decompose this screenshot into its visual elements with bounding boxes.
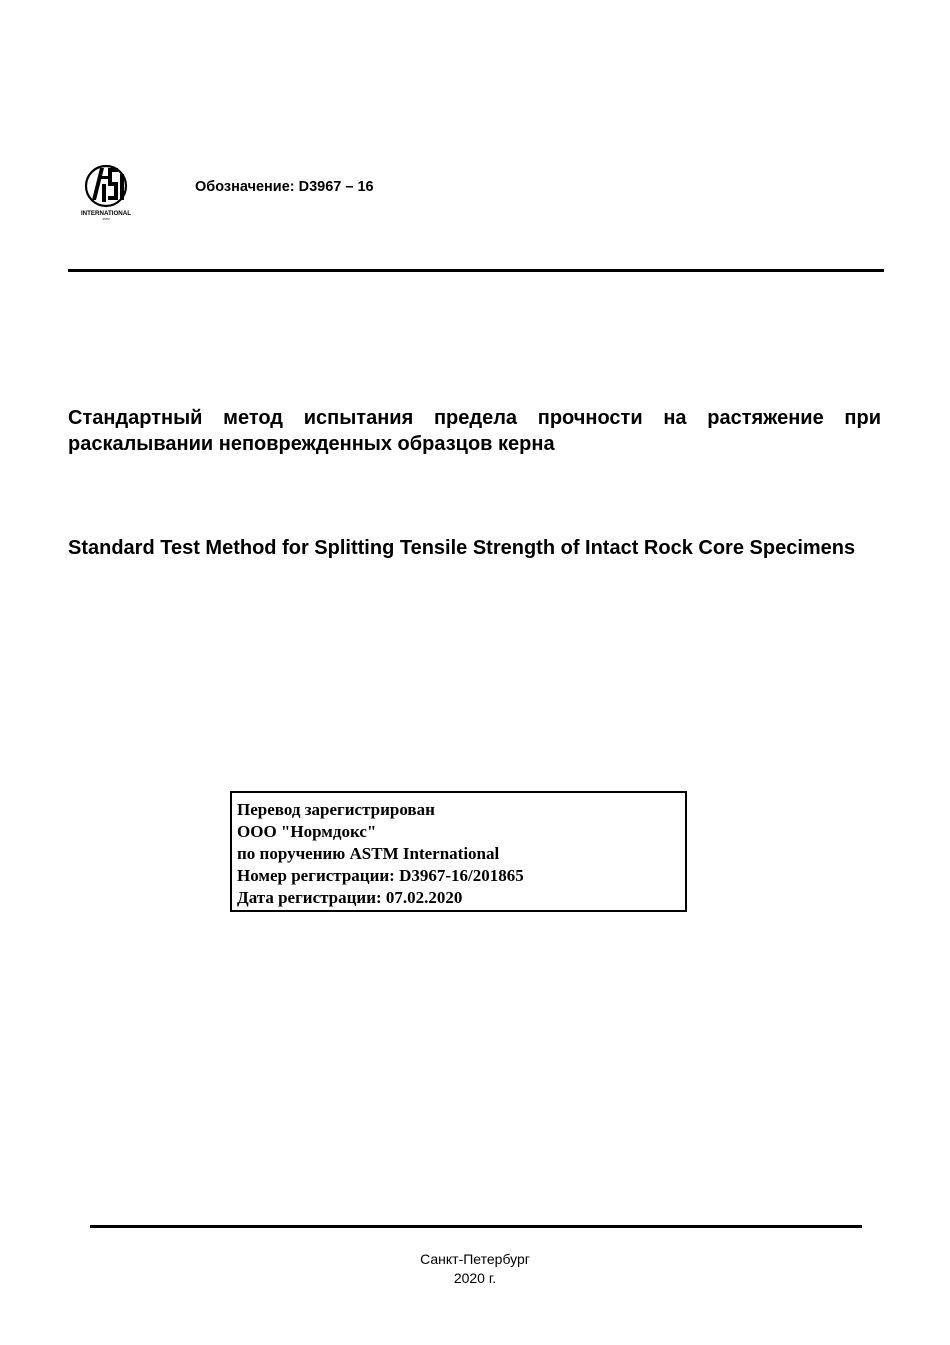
logo-text: ASTM (102, 218, 110, 221)
registration-line: Перевод зарегистрирован (237, 800, 435, 819)
registration-date: Дата регистрации: 07.02.2020 (237, 888, 463, 907)
footer-year: 2020 г. (453, 1270, 497, 1286)
registration-line: ООО "Нормдокс" (237, 822, 377, 841)
registration-number: Номер регистрации: D3967-16/201865 (237, 866, 524, 885)
registration-line: по поручению ASTM International (237, 844, 500, 863)
logo-subtext: INTERNATIONAL (80, 210, 132, 217)
header-divider (68, 269, 884, 272)
title-english: Standard Test Method for Splitting Tensile Strength of Intact Rock Core Specimens (68, 537, 856, 559)
footer-divider (90, 1225, 862, 1228)
registration-box (230, 791, 687, 912)
astm-logo-icon (78, 160, 134, 222)
footer-city: Санкт-Петербург (420, 1251, 530, 1267)
document-designation: Обозначение: D3967 – 16 (195, 179, 374, 195)
title-russian: Стандартный метод испытания предела прочности на растяжение при раскалывании неповрежденных образцов керна (68, 407, 881, 455)
